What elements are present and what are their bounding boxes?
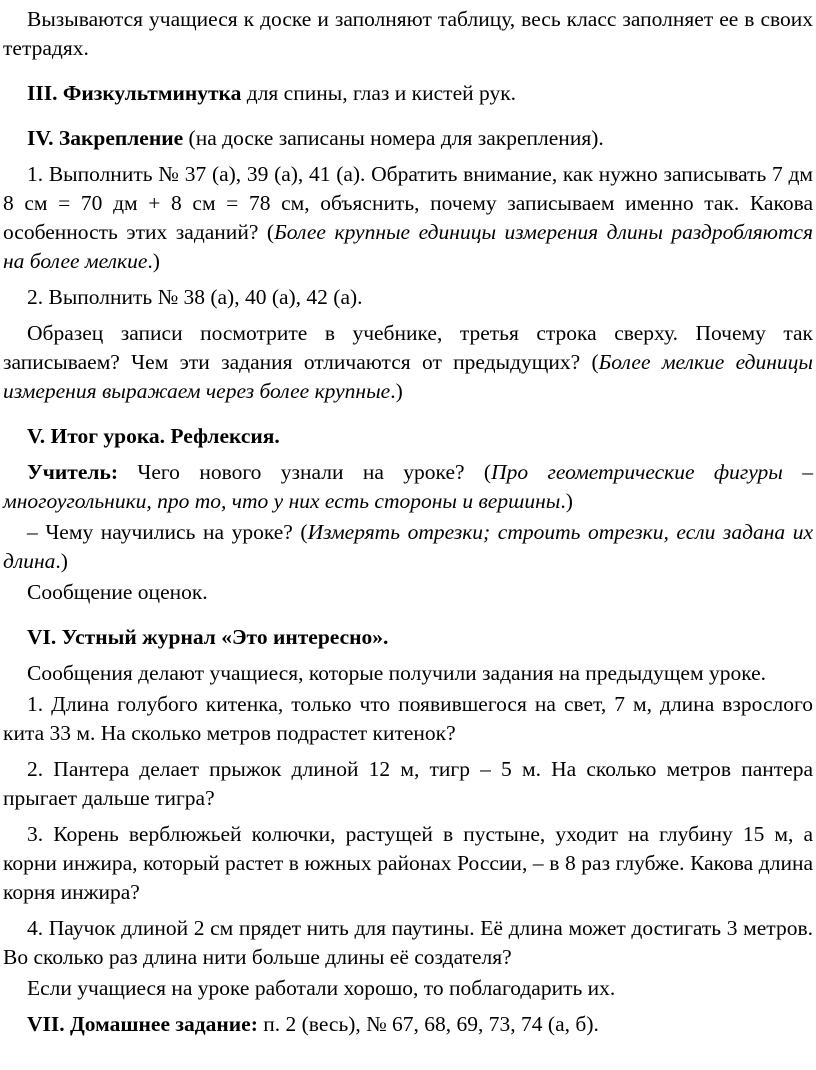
task-3-answer: Более мелкие единицы измерения выражаем через более крупные <box>3 350 813 403</box>
section-7-homework <box>3 1010 813 1039</box>
question-2-answer: Измерять отрезки; строить отрезки, если задана их длина <box>3 520 813 573</box>
question-1-end: .) <box>560 489 573 513</box>
task-3-end: .) <box>390 379 403 403</box>
task-1-text: 1. Выполнить № 37 (а), 39 (а), 41 (а). Обратить внимание, как нужно записывать 7 дм 8 см = 70 дм + 8 см = 78 см, объяснить, почему записываем именно так. Какова особенность этих заданий? ( <box>3 162 813 244</box>
section-4-heading: IV. Закрепление <box>27 126 184 150</box>
section-7-text: п. 2 (весь), № 67, 68, 69, 73, 74 (а, б). <box>257 1012 599 1036</box>
question-2-end: .) <box>55 549 68 573</box>
question-1-answer: Про геометрические фигуры – многоугольники, про то, что у них есть стороны и вершины <box>3 460 813 513</box>
question-1-text: Чего нового узнали на уроке? ( <box>118 460 492 484</box>
section-5-summary <box>3 422 813 451</box>
section-4-consolidation <box>3 124 813 153</box>
teacher-question-2 <box>3 518 813 576</box>
teacher-question-1 <box>3 458 813 516</box>
task-1-end: .) <box>147 249 160 273</box>
section-6-heading: VI. Устный журнал «Это интересно». <box>27 625 389 649</box>
section-3-physical-break <box>3 79 813 108</box>
section-7-heading: VII. Домашнее задание: <box>27 1012 258 1036</box>
task-2: 2. Выполнить № 38 (а), 40 (а), 42 (а). <box>27 285 363 309</box>
journal-item-2: 2. Пантера делает прыжок длиной 12 м, тигр – 5 м. На сколько метров пантера прыгает дальше тигра? <box>3 757 813 810</box>
section-6-oral-journal <box>3 623 813 652</box>
journal-intro: Сообщения делают учащиеся, которые получили задания на предыдущем уроке. <box>27 661 767 685</box>
section-5-heading: V. Итог урока. Рефлексия. <box>27 424 280 448</box>
section-4-text: (на доске записаны номера для закрепления). <box>183 126 604 150</box>
question-2-text: – Чему научились на уроке? ( <box>27 520 308 544</box>
task-1-answer: Более крупные единицы измерения длины раздробляются на более мелкие <box>3 220 814 273</box>
journal-item-1: 1. Длина голубого китенка, только что появившегося на свет, 7 м, длина взрослого кита 33 м. На сколько метров подрастет китенок? <box>3 692 813 745</box>
journal-item-4: 4. Паучок длиной 2 см прядет нить для паутины. Её длина может достигать 3 метров. Во сколько раз длина нити больше длины её создателя? <box>3 916 813 969</box>
task-1 <box>3 160 813 276</box>
teacher-label: Учитель: <box>27 460 118 484</box>
task-3-text: Образец записи посмотрите в учебнике, третья строка сверху. Почему так записываем? Чем эти задания отличаются от предыдущих? ( <box>3 321 813 374</box>
journal-item-3: 3. Корень верблюжьей колючки, растущей в пустыне, уходит на глубину 15 м, а корни инжира, который растет в южных районах России, – в 8 раз глубже. Какова длина корня инжира? <box>3 822 813 904</box>
section-3-heading: III. Физкультминутка <box>27 81 242 105</box>
grades-announcement: Сообщение оценок. <box>27 580 208 604</box>
paragraph-table-fill: Вызываются учащиеся к доске и заполняют таблицу, весь класс заполняет ее в своих тетрадях. <box>3 7 813 60</box>
section-3-text: для спины, глаз и кистей рук. <box>241 81 517 105</box>
journal-closing: Если учащиеся на уроке работали хорошо, то поблагодарить их. <box>27 976 616 1000</box>
task-3 <box>3 319 813 406</box>
